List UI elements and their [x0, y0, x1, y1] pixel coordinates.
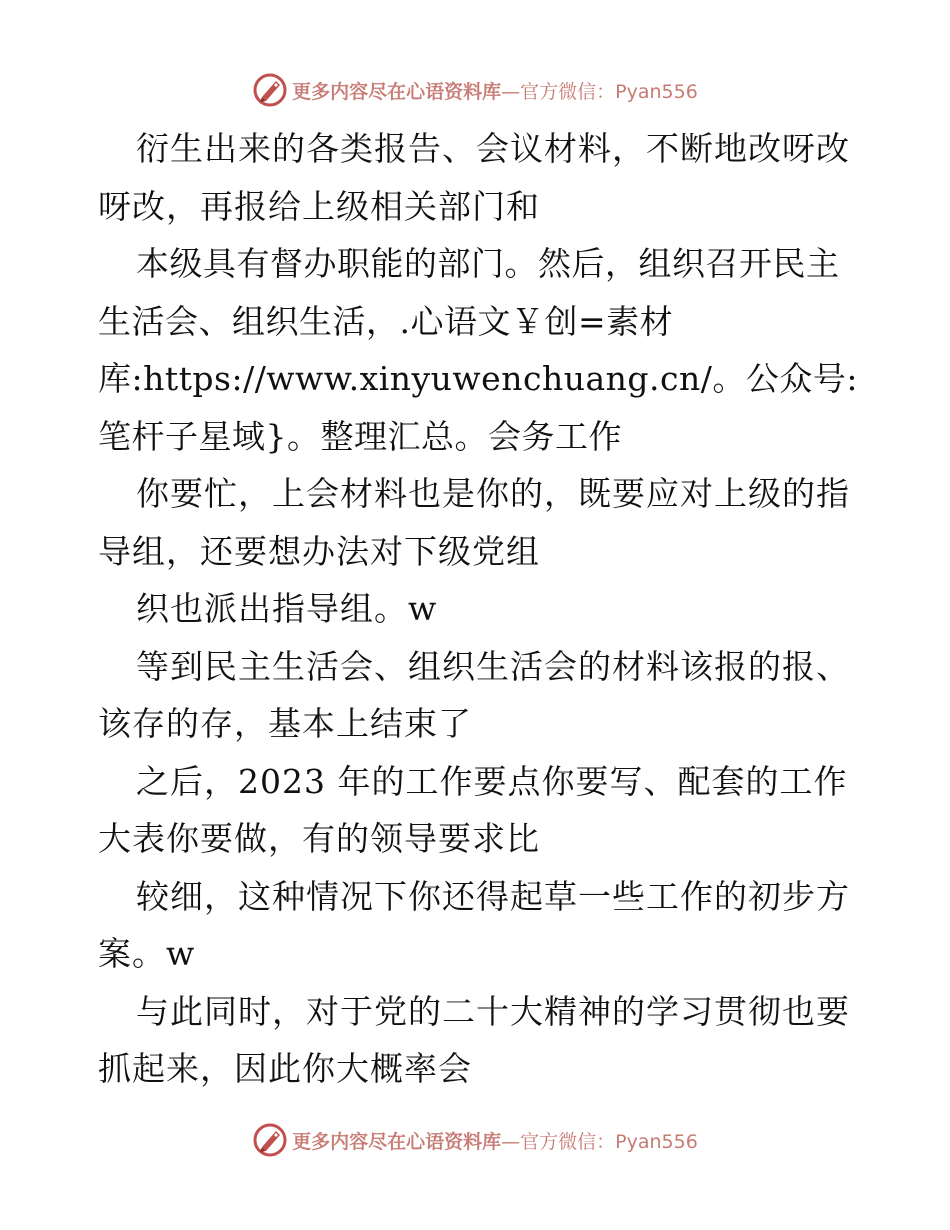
paragraph: 等到民主生活会、组织生活会的材料该报的报、该存的存，基本上结束了	[98, 646, 850, 743]
banner-brand-text: 更多内容尽在心语资料库	[292, 80, 502, 103]
banner-contact-text: —官方微信：Pyan556	[501, 1130, 698, 1153]
paragraph: 你要忙，上会材料也是你的，既要应对上级的指导组，还要想办法对下级党组	[98, 474, 850, 571]
paragraph: 较细，这种情况下你还得起草一些工作的初步方案。w	[98, 876, 850, 973]
footer-watermark-banner	[0, 1120, 950, 1160]
banner-brand-text: 更多内容尽在心语资料库	[292, 1130, 502, 1153]
paragraph: 之后，2023 年的工作要点你要写、配套的工作大表你要做，有的领导要求比	[98, 761, 848, 858]
document-body	[98, 120, 858, 1098]
banner-contact-text: —官方微信：Pyan556	[501, 80, 698, 103]
pen-nib-circle-icon	[252, 1122, 288, 1158]
header-watermark-banner	[0, 70, 950, 110]
pen-nib-circle-icon	[252, 72, 288, 108]
paragraph: 与此同时，对于党的二十大精神的学习贯彻也要抓起来，因此你大概率会	[98, 991, 850, 1088]
paragraph: 衍生出来的各类报告、会议材料，不断地改呀改呀改，再报给上级相关部门和	[98, 129, 850, 226]
paragraph: 织也派出指导组。w	[136, 589, 438, 628]
paragraph: 本级具有督办职能的部门。然后，组织召开民主生活会、组织生活，.心语文￥创=素材库:https://www.xinyuwenchuang.cn/。公众号: 笔杆子星域}。整理汇总。会务工作	[98, 244, 858, 456]
